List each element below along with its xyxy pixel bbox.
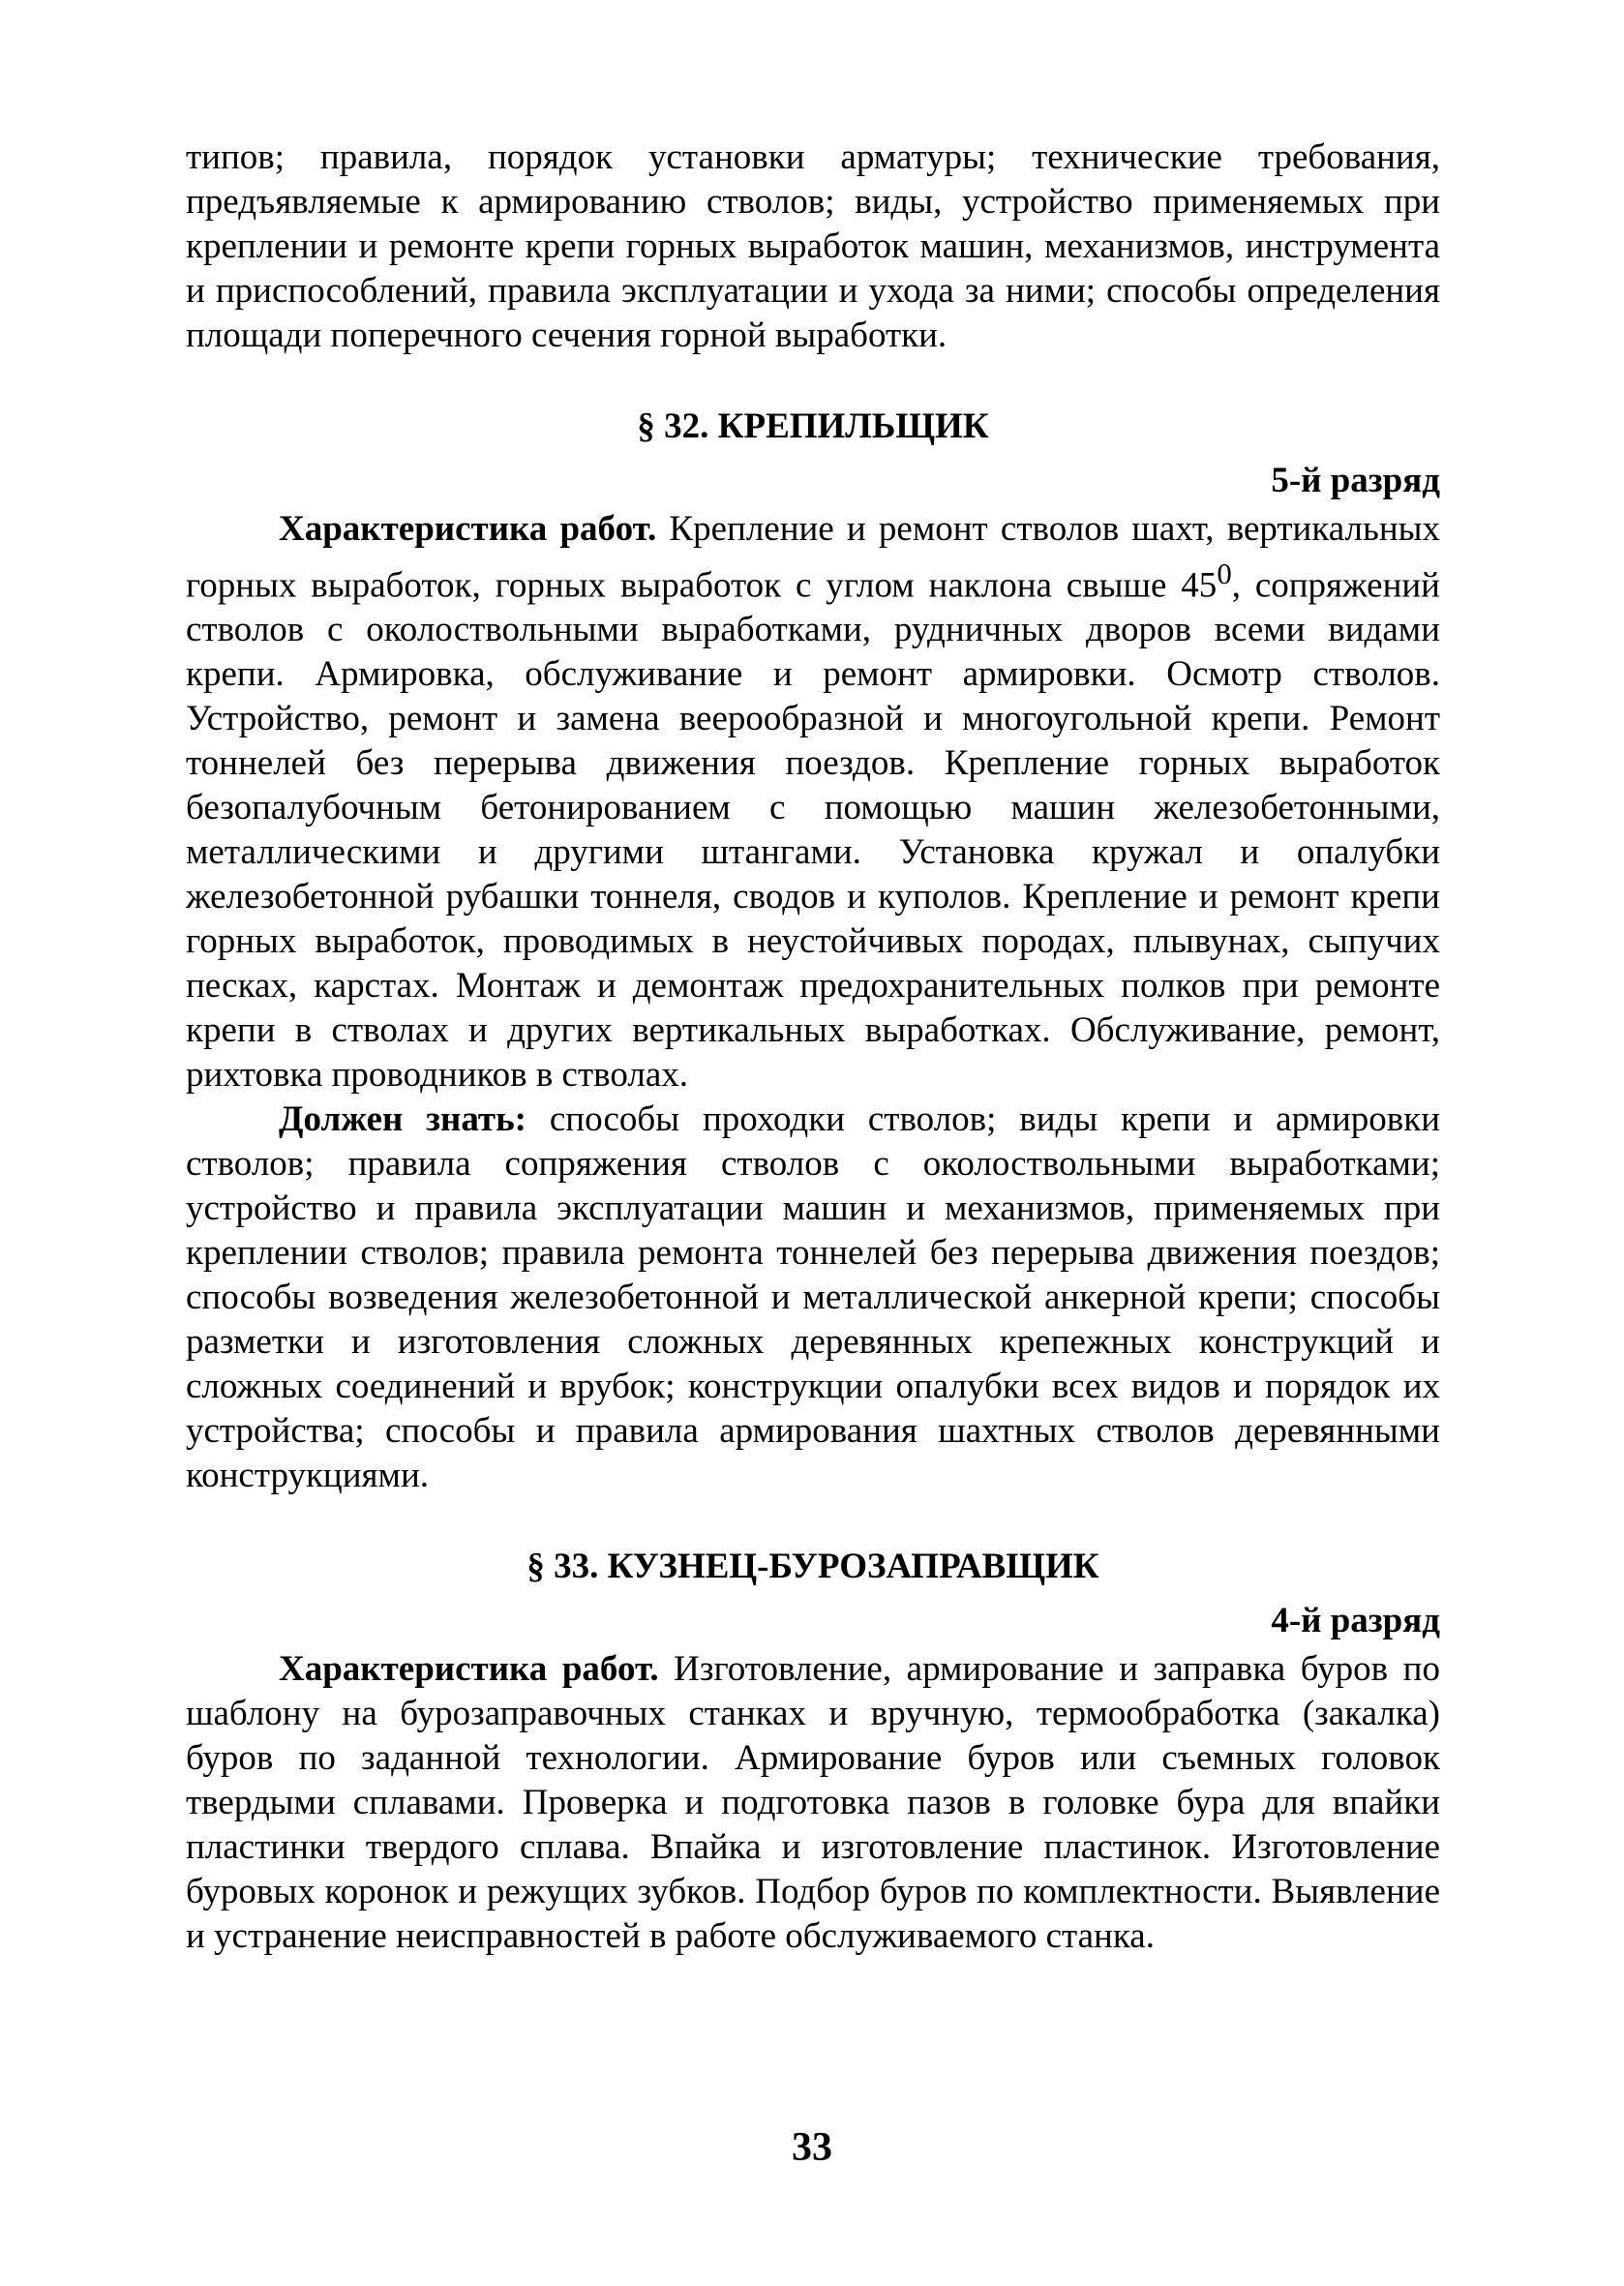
section-33-title: § 33. КУЗНЕЦ-БУРОЗАПРАВЩИК (526, 1547, 1099, 1587)
work-text-part-2: , сопряжений стволов с околоствольными выработками, рудничных дворов всеми видами крепи. Армировка, обслуживание и ремонт армировки. Осмотр стволов. Устройство, ремонт и замена веерообразной и многоугольной крепи. Ремонт тоннелей без перерыва движения поездов. Крепление горных выработок безопалубочным бетонированием с помощью машин железобетонными, металлическими и другими штангами. Установка кружал и опалубки железобетонной рубашки тоннеля, сводов и куполов. Крепление и ремонт крепи горных выработок, проводимых в неустойчивых породах, плывунах, сыпучих песках, карстах. Монтаж и демонтаж предохранительных полков при ремонте крепи в стволах и других вертикальных выработках. Обслуживание, ремонт, рихтовка проводников в стволах. (186, 565, 1440, 1096)
section-32 (186, 405, 1440, 1498)
know-text: способы проходки стволов; виды крепи и армировки стволов; правила сопряжения стволов с околоствольными выработками; устройство и правила эксплуатации машин и механизмов, применяемых при креплении стволов; правила ремонта тоннелей без перерыва движения поездов; способы возведения железобетонной и металлической анкерной крепи; способы разметки и изготовления сложных деревянных крепежных конструкций и сложных соединений и врубок; конструкции опалубки всех видов и порядок их устройства; способы и правила армирования шахтных стволов деревянными конструкциями. (186, 1099, 1440, 1496)
page-number: 33 (792, 2125, 832, 2170)
know-label: Должен знать: (279, 1099, 526, 1140)
section-33-work-paragraph (186, 1647, 1440, 1959)
section-33 (186, 1545, 1440, 1959)
section-33-grade: 4-й разряд (1271, 1601, 1440, 1641)
section-32-know-paragraph (186, 1098, 1440, 1498)
work-text-part-1: Крепление и ремонт стволов шахт, вертикальных горных выработок, горных выработок с углом наклона свыше 45 (186, 509, 1441, 606)
work-text: Изготовление, армирование и заправка буров по шаблону на бурозаправочных станках и вручную, термообработка (закалка) буров по заданной технологии. Армирование буров или съемных головок твердыми сплавами. Проверка и подготовка пазов в головке бура для впайки пластинки твердого сплава. Впайка и изготовление пластинок. Изготовление буровых коронок и режущих зубков. Подбор буров по комплектности. Выявление и устранение неисправностей в работе обслуживаемого станка. (186, 1649, 1440, 1957)
work-label: Характеристика работ. (279, 1649, 659, 1690)
degree-superscript: 0 (1217, 557, 1232, 590)
work-label: Характеристика работ. (279, 509, 657, 549)
page-content (186, 135, 1440, 1959)
section-32-work-paragraph (186, 507, 1440, 1098)
section-32-title: § 32. КРЕПИЛЬЩИК (637, 406, 989, 446)
intro-paragraph: типов; правила, порядок установки арматуры; технические требования, предъявляемые к армированию стволов; виды, устройство применяемых при креплении и ремонте крепи горных выработок машин, механизмов, инструмента и приспособлений, правила эксплуатации и ухода за ними; способы определения площади поперечного сечения горной выработки. (186, 137, 1440, 355)
section-32-grade: 5-й разряд (1271, 461, 1440, 500)
